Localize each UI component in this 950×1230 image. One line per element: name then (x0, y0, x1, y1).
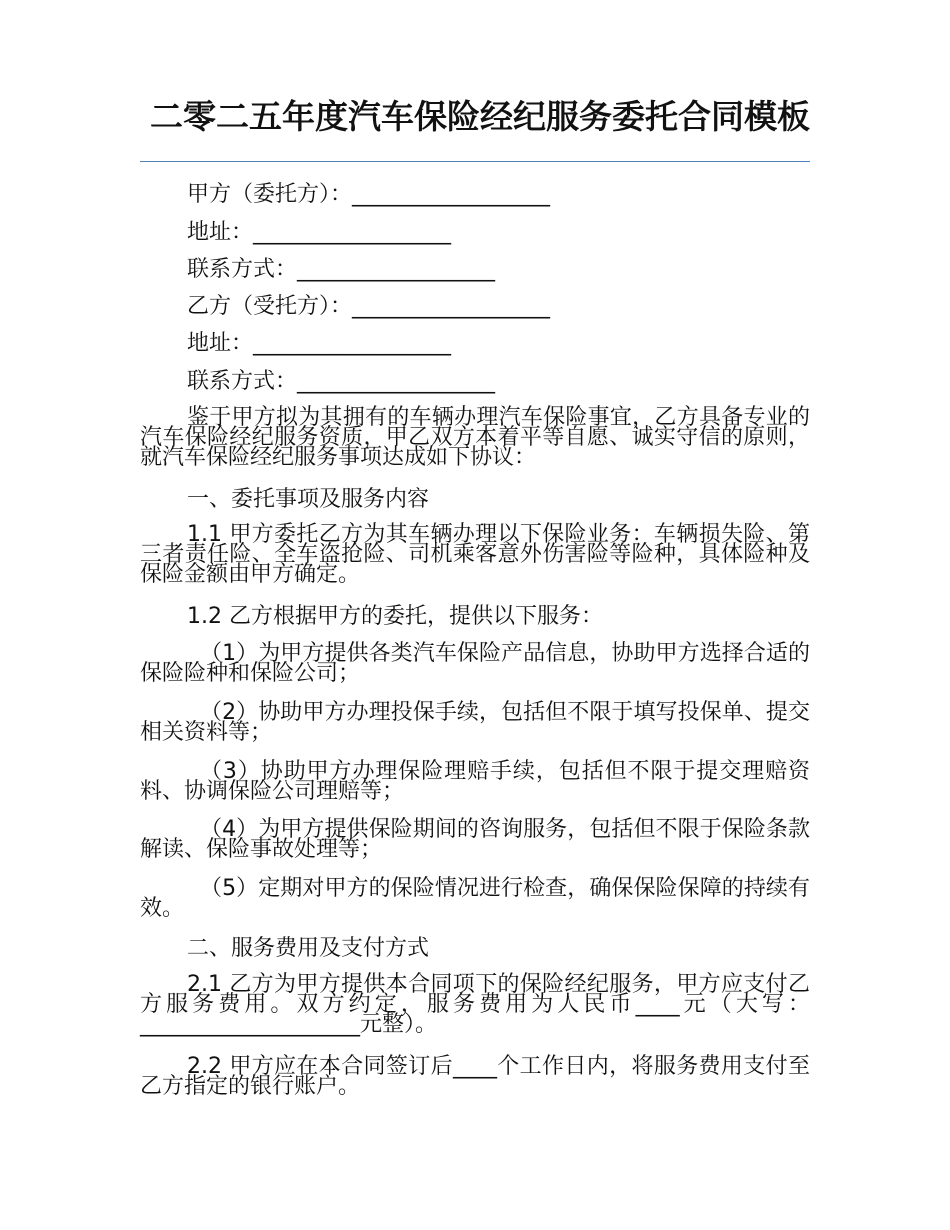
service-item-2: （2）协助甲方办理投保手续，包括但不限于填写投保单、提交相关资料等； (140, 700, 810, 745)
party-b-address-line: 地址：__________________ (187, 331, 452, 356)
clause-1-1: 1.1 甲方委托乙方为其车辆办理以下保险业务：车辆损失险、第三者责任险、全车盗抢险、司机乘客意外伤害险等险种，具体险种及保险金额由甲方确定。 (140, 522, 810, 587)
party-a-name-line: 甲方（委托方）：__________________ (187, 182, 551, 207)
clause-2-2: 2.2 甲方应在本合同签订后____个工作日内，将服务费用支付至乙方指定的银行账户。 (140, 1054, 810, 1099)
service-item-5: （5）定期对甲方的保险情况进行检查，确保保险保障的持续有效。 (140, 876, 810, 921)
clause-2-1: 2.1 乙方为甲方提供本合同项下的保险经纪服务，甲方应支付乙方服务费用。双方约定，服务费用为人民币____元（大写：____________________元整）。 (140, 972, 810, 1037)
service-item-4: （4）为甲方提供保险期间的咨询服务，包括但不限于保险条款解读、保险事故处理等； (140, 817, 810, 862)
service-item-3: （3）协助甲方办理保险理赔手续，包括但不限于提交理赔资料、协调保险公司理赔等； (140, 759, 810, 804)
section-1-heading: 一、委托事项及服务内容 (187, 487, 430, 512)
intro-paragraph: 鉴于甲方拟为其拥有的车辆办理汽车保险事宜，乙方具备专业的汽车保险经纪服务资质，甲乙双方本着平等自愿、诚实守信的原则，就汽车保险经纪服务事项达成如下协议： (140, 405, 810, 470)
party-a-contact-line: 联系方式：__________________ (187, 257, 496, 282)
party-a-address-line: 地址：__________________ (187, 220, 452, 245)
party-b-name-line: 乙方（受托方）：__________________ (187, 294, 551, 319)
party-b-contact-line: 联系方式：__________________ (187, 369, 496, 394)
document-title: 二零二五年度汽车保险经纪服务委托合同模板 (150, 97, 810, 136)
service-item-1: （1）为甲方提供各类汽车保险产品信息，协助甲方选择合适的保险险种和保险公司； (140, 641, 810, 686)
clause-1-2: 1.2 乙方根据甲方的委托，提供以下服务： (187, 604, 603, 629)
section-2-heading: 二、服务费用及支付方式 (187, 936, 430, 961)
title-divider (140, 161, 810, 162)
